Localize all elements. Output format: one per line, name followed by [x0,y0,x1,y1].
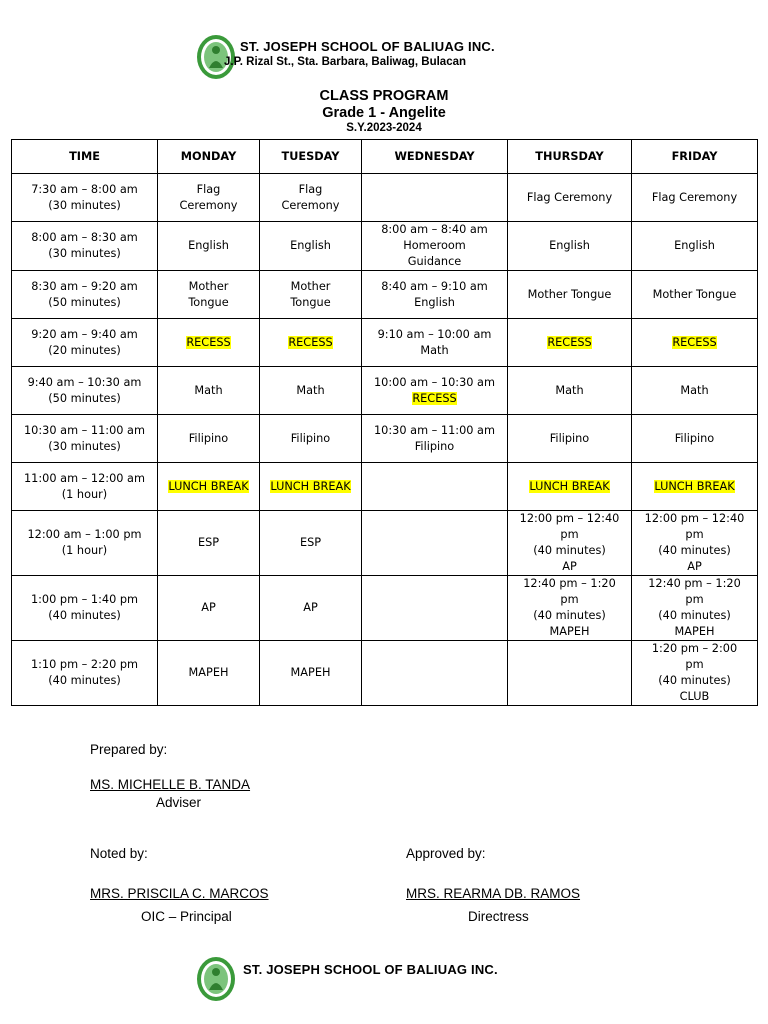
cell-text: Flag [196,182,221,196]
col-header-time: TIME [12,140,158,174]
highlighted-text: LUNCH BREAK [529,479,610,493]
cell-wednesday [362,174,508,222]
cell-friday [632,222,758,271]
table-row [12,511,758,576]
prepared-by-name: MS. MICHELLE B. TANDA [90,777,251,792]
cell-text: Flag [298,182,323,196]
cell-wednesday [362,319,508,367]
cell-text: MAPEH [188,666,229,679]
cell-text: 1:20 pm – 2:00 [651,642,738,655]
cell-text: (40 minutes) [658,609,731,622]
cell-text: (50 minutes) [48,295,121,309]
cell-text: 12:00 pm – 12:40 [519,512,620,525]
cell-text: (1 hour) [61,487,108,501]
cell-friday [632,174,758,222]
cell-monday [158,511,260,576]
cell-text: MAPEH [549,625,590,638]
col-header-friday: FRIDAY [632,140,758,174]
approved-by-label: Approved by: [406,846,486,861]
col-header-monday: MONDAY [158,140,260,174]
footer-school-name: ST. JOSEPH SCHOOL OF BALIUAG INC. [243,962,498,977]
cell-text: 1:00 pm – 1:40 pm [30,593,139,606]
cell-text: English [290,239,331,252]
cell-thursday [508,174,632,222]
cell-text: 8:30 am – 9:20 am [31,279,138,293]
cell-thursday [508,271,632,319]
cell-text: (20 minutes) [48,343,121,357]
table-row [12,222,758,271]
cell-tuesday [260,367,362,415]
cell-text: (40 minutes) [658,674,731,687]
cell-text: Filipino [674,431,715,445]
school-year: S.Y.2023-2024 [346,122,422,134]
cell-text: MAPEH [674,625,715,638]
document-titles [0,88,768,135]
cell-thursday [508,319,632,367]
cell-time [12,319,158,367]
cell-monday [158,463,260,511]
table-header-row [12,140,758,174]
cell-text: (40 minutes) [533,609,606,622]
cell-text: (40 minutes) [48,674,121,687]
cell-text: AP [687,560,702,573]
cell-text: Tongue [188,295,229,309]
cell-text: CLUB [679,690,710,703]
cell-text: English [188,239,229,252]
cell-text: pm [685,528,704,541]
highlighted-text: RECESS [672,335,717,349]
cell-thursday [508,463,632,511]
cell-wednesday [362,271,508,319]
cell-time [12,576,158,641]
table-row [12,641,758,706]
cell-tuesday [260,463,362,511]
cell-text: 9:10 am – 10:00 am [377,327,492,341]
cell-text: Tongue [290,295,331,309]
cell-time [12,367,158,415]
approved-by-name: MRS. REARMA DB. RAMOS [406,886,581,901]
cell-thursday [508,641,632,706]
class-schedule-table [11,139,758,706]
cell-text: Filipino [414,439,455,453]
program-title: CLASS PROGRAM [319,88,449,104]
noted-by-label: Noted by: [90,846,148,861]
col-header-wednesday: WEDNESDAY [362,140,508,174]
cell-text: English [414,295,455,309]
cell-text: (30 minutes) [48,439,121,453]
cell-text: ESP [197,536,220,549]
col-header-tuesday: TUESDAY [260,140,362,174]
cell-tuesday [260,174,362,222]
cell-thursday [508,576,632,641]
cell-text: pm [685,658,704,671]
cell-monday [158,415,260,463]
cell-monday [158,641,260,706]
cell-time [12,222,158,271]
cell-friday [632,415,758,463]
cell-text: (40 minutes) [48,609,121,622]
cell-text: Math [420,343,449,357]
cell-tuesday [260,319,362,367]
highlighted-text: LUNCH BREAK [654,479,735,493]
table-row [12,576,758,641]
noted-by-name: MRS. PRISCILA C. MARCOS [90,886,269,901]
cell-friday [632,576,758,641]
cell-text: Filipino [549,431,590,445]
cell-time [12,174,158,222]
highlighted-text: RECESS [412,391,457,405]
cell-text: Ceremony [281,198,340,212]
col-header-thursday: THURSDAY [508,140,632,174]
cell-text: 12:40 pm – 1:20 [648,577,741,590]
cell-thursday [508,222,632,271]
cell-wednesday [362,367,508,415]
cell-wednesday [362,641,508,706]
cell-text: Mother Tongue [652,287,737,301]
cell-friday [632,511,758,576]
cell-wednesday [362,511,508,576]
cell-text: 9:40 am – 10:30 am [27,375,142,389]
table-row [12,415,758,463]
cell-text: Homeroom [403,239,466,252]
table-row [12,174,758,222]
cell-text: Mother Tongue [527,287,612,301]
highlighted-text: LUNCH BREAK [168,479,249,493]
cell-text: Math [555,383,584,397]
approved-by-title: Directress [468,909,529,924]
cell-thursday [508,415,632,463]
document-footer [0,952,768,1004]
cell-text: 8:00 am – 8:40 am [381,223,488,236]
cell-text: (50 minutes) [48,391,121,405]
cell-text: 12:00 pm – 12:40 [644,512,745,525]
highlighted-text: LUNCH BREAK [270,479,351,493]
cell-text: 10:30 am – 11:00 am [374,423,495,437]
cell-text: Ceremony [179,198,238,212]
cell-text: English [674,239,715,252]
table-row [12,463,758,511]
cell-wednesday [362,222,508,271]
cell-tuesday [260,511,362,576]
grade-section: Grade 1 - Angelite [322,105,446,121]
cell-text: 8:00 am – 8:30 am [31,231,138,244]
cell-text: AP [201,601,216,614]
table-row [12,367,758,415]
cell-tuesday [260,222,362,271]
cell-text: 9:20 am – 9:40 am [31,327,138,341]
noted-by-title: OIC – Principal [141,909,232,924]
cell-text: Flag Ceremony [526,190,613,204]
school-name: ST. JOSEPH SCHOOL OF BALIUAG INC. [240,39,495,54]
cell-text: Mother [290,279,331,293]
cell-text: pm [560,593,579,606]
cell-friday [632,367,758,415]
cell-text: Filipino [188,431,229,445]
document-header [0,30,768,82]
cell-time [12,511,158,576]
cell-text: (1 hour) [61,544,108,557]
cell-monday [158,367,260,415]
cell-text: Mother [188,279,229,293]
cell-text: Filipino [290,431,331,445]
cell-monday [158,174,260,222]
cell-text: Flag Ceremony [651,190,738,204]
cell-text: 12:40 pm – 1:20 [523,577,616,590]
cell-tuesday [260,576,362,641]
cell-text: 10:00 am – 10:30 am [374,375,495,389]
cell-text: 1:10 pm – 2:20 pm [30,658,139,671]
cell-text: 12:00 am – 1:00 pm [27,528,142,541]
cell-time [12,271,158,319]
cell-monday [158,271,260,319]
highlighted-text: RECESS [547,335,592,349]
cell-wednesday [362,415,508,463]
cell-text: ESP [299,536,322,549]
cell-monday [158,319,260,367]
cell-text: 10:30 am – 11:00 am [24,423,145,437]
cell-text: (40 minutes) [533,544,606,557]
cell-time [12,463,158,511]
cell-thursday [508,367,632,415]
cell-text: Guidance [407,255,462,268]
cell-tuesday [260,271,362,319]
cell-friday [632,271,758,319]
cell-text: pm [685,593,704,606]
cell-thursday [508,511,632,576]
cell-text: (40 minutes) [658,544,731,557]
cell-text: Math [296,383,325,397]
cell-text: AP [562,560,577,573]
cell-time [12,641,158,706]
cell-text: 8:40 am – 9:10 am [381,279,488,293]
cell-friday [632,319,758,367]
cell-text: MAPEH [290,666,331,679]
cell-text: pm [560,528,579,541]
cell-text: Math [194,383,223,397]
table-row [12,271,758,319]
cell-tuesday [260,415,362,463]
cell-time [12,415,158,463]
highlighted-text: RECESS [288,335,333,349]
cell-monday [158,222,260,271]
cell-text: Math [680,383,709,397]
prepared-by-title: Adviser [156,795,202,810]
cell-text: 7:30 am – 8:00 am [31,182,138,196]
cell-text: 11:00 am – 12:00 am [24,471,145,485]
cell-text: English [549,239,590,252]
cell-wednesday [362,463,508,511]
table-row [12,319,758,367]
cell-friday [632,463,758,511]
cell-tuesday [260,641,362,706]
cell-wednesday [362,576,508,641]
cell-text: (30 minutes) [48,198,121,212]
school-address: J.P. Rizal St., Sta. Barbara, Baliwag, Bulacan [224,56,467,68]
school-seal-icon [196,956,236,1002]
prepared-by-label: Prepared by: [90,742,168,757]
cell-text: (30 minutes) [48,247,121,260]
cell-text: AP [303,601,318,614]
highlighted-text: RECESS [186,335,231,349]
cell-friday [632,641,758,706]
cell-monday [158,576,260,641]
